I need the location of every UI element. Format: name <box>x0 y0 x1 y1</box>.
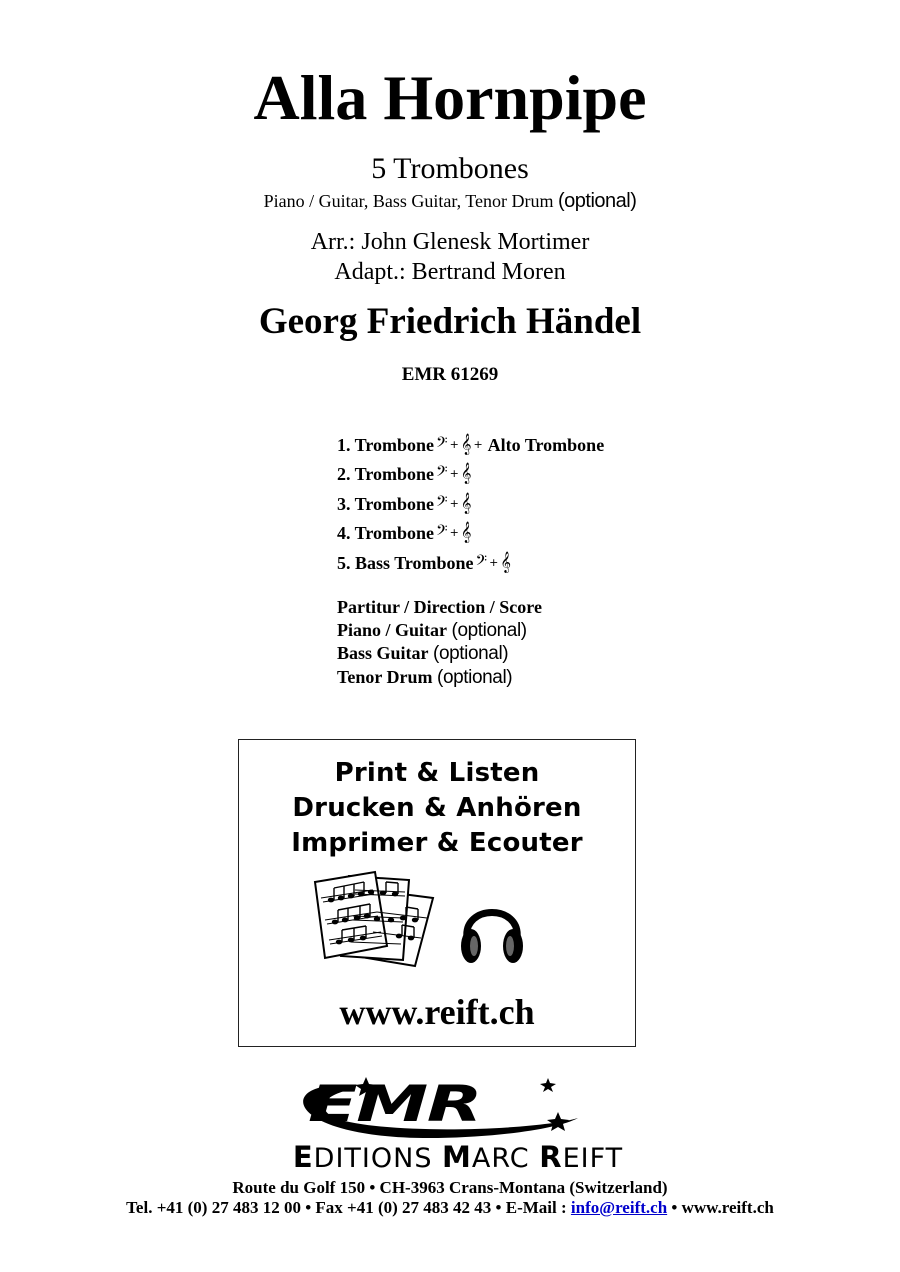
clef-icons <box>436 520 471 546</box>
edition-item <box>337 596 542 619</box>
promo-website[interactable]: www.reift.ch <box>339 992 535 1032</box>
treble-clef-icon: 𝄞 <box>460 492 472 514</box>
print-listen-box <box>238 739 636 1047</box>
treble-clef-icon: 𝄞 <box>460 463 472 485</box>
part-item <box>337 460 604 490</box>
bass-clef-icon: 𝄢 <box>436 492 448 514</box>
catalog-number: EMR 61269 <box>401 364 499 385</box>
contact-website[interactable]: • www.reift.ch <box>667 1198 774 1217</box>
ensemble-subtitle: 5 Trombones <box>371 152 529 185</box>
clef-icons <box>436 461 471 487</box>
clef-icons <box>436 432 485 458</box>
part-label: 4. Trombone <box>337 523 435 544</box>
bass-clef-icon: 𝄢 <box>436 463 448 485</box>
arranger-credit: Arr.: John Glenesk Mortimer <box>310 229 590 255</box>
composer-name: Georg Friedrich Händel <box>258 301 642 342</box>
treble-clef-icon: 𝄞 <box>500 551 511 573</box>
promo-line-german: Drucken & Anhören <box>292 793 582 823</box>
part-label: 5. Bass Trombone <box>337 552 474 573</box>
plus-sign: + <box>449 437 459 451</box>
edition-label: Piano / Guitar <box>337 619 448 640</box>
edition-item <box>337 619 542 643</box>
clef-icons <box>436 491 471 517</box>
part-item <box>337 548 604 578</box>
clef-icons <box>476 550 511 576</box>
part-item <box>337 519 604 549</box>
plus-sign: + <box>449 496 459 510</box>
part-label: 1. Trombone <box>337 434 435 455</box>
headphones-icon <box>459 894 525 966</box>
bass-clef-icon: 𝄢 <box>436 433 448 455</box>
emr-logo <box>238 1074 678 1172</box>
publisher-contact <box>0 1198 900 1218</box>
edition-label: Bass Guitar <box>337 643 429 663</box>
edition-item <box>337 666 542 690</box>
parts-list <box>337 430 604 578</box>
plus-sign: + <box>449 467 459 481</box>
promo-line-english: Print & Listen <box>334 758 540 788</box>
optional-note: (optional) <box>558 190 637 212</box>
plus-sign: + <box>473 437 483 451</box>
part-item <box>337 489 604 519</box>
logo-wordmark: EDITIONS MARC REIFT <box>292 1140 624 1174</box>
publisher-address: Route du Golf 150 • CH-3963 Crans-Montana (Switzerland) <box>232 1178 668 1197</box>
edition-item <box>337 642 542 666</box>
email-link[interactable]: info@reift.ch <box>570 1198 668 1217</box>
plus-sign: + <box>449 526 459 540</box>
editions-list <box>337 596 542 689</box>
part-label: 3. Trombone <box>337 493 435 514</box>
optional-instruments-line <box>0 189 900 213</box>
edition-label: Tenor Drum <box>337 666 433 687</box>
edition-note: (optional) <box>433 643 509 664</box>
contact-phone-fax: Tel. +41 (0) 27 483 12 00 • Fax +41 (0) 27 483 42 43 • E-Mail : <box>126 1198 571 1217</box>
optional-instruments: Piano / Guitar, Bass Guitar, Tenor Drum <box>263 191 554 211</box>
logo-emr-letters: EMR <box>308 1075 482 1133</box>
part-item <box>337 430 604 460</box>
edition-label: Partitur / Direction / Score <box>337 597 542 617</box>
treble-clef-icon: 𝄞 <box>460 433 472 455</box>
treble-clef-icon: 𝄞 <box>460 522 472 544</box>
edition-note: (optional) <box>437 666 513 688</box>
bass-clef-icon: 𝄢 <box>436 522 448 544</box>
part-extra: Alto Trombone <box>487 434 605 455</box>
bass-clef-icon: 𝄢 <box>475 551 488 573</box>
sheet-music-icon <box>311 868 441 968</box>
plus-sign: + <box>489 555 499 569</box>
edition-note: (optional) <box>451 619 527 641</box>
part-label: 2. Trombone <box>337 464 435 485</box>
piece-title: Alla Hornpipe <box>253 62 647 133</box>
promo-line-french: Imprimer & Ecouter <box>291 828 583 858</box>
adapter-credit: Adapt.: Bertrand Moren <box>334 259 566 285</box>
